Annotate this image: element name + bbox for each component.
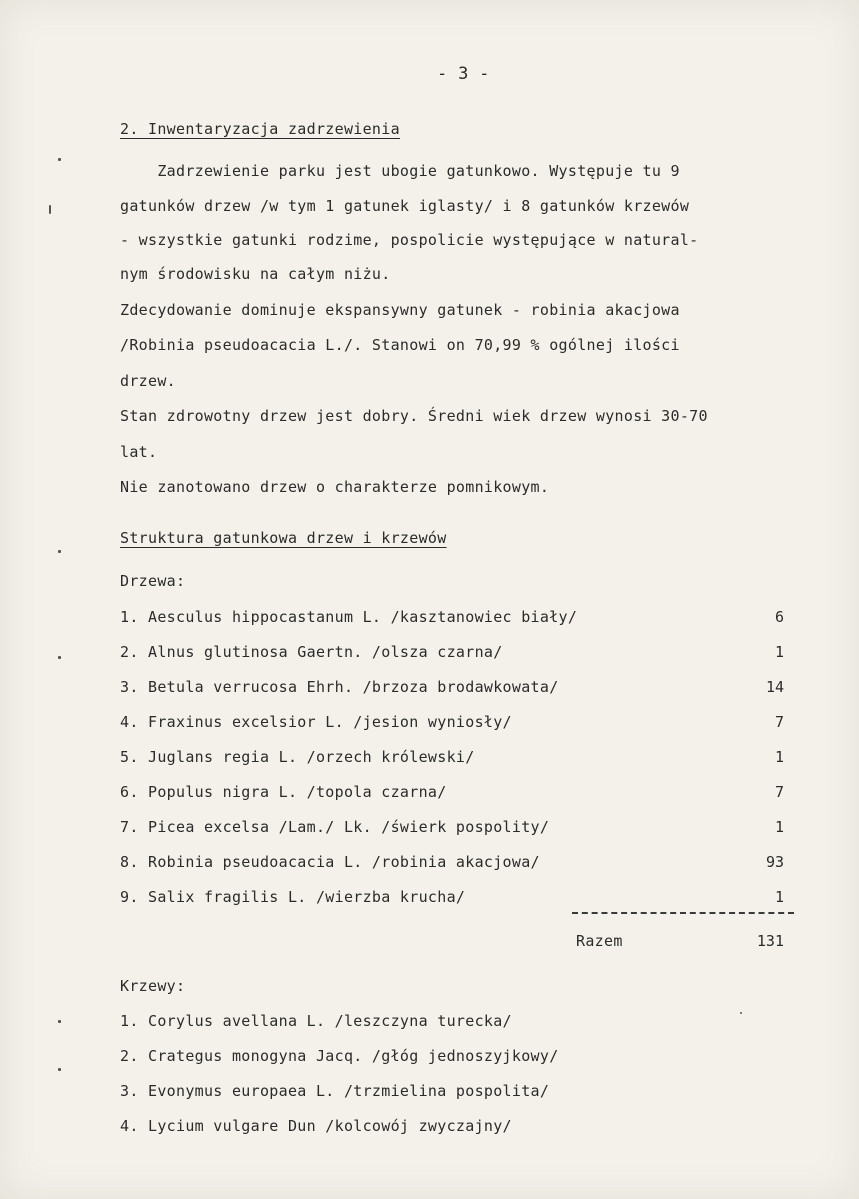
tree-count: 7 (774, 713, 784, 731)
total-value: 131 (756, 932, 784, 950)
tree-count: 1 (774, 818, 784, 836)
tree-count: 1 (774, 748, 784, 766)
margin-speck (58, 1020, 61, 1023)
margin-speck (58, 158, 61, 161)
tree-name: 3. Betula verrucosa Ehrh. /brzoza brodawkowata/ (120, 678, 559, 696)
tree-name: 9. Salix fragilis L. /wierzba krucha/ (120, 888, 466, 906)
tree-count: 93 (765, 853, 784, 871)
tree-count: 1 (774, 643, 784, 661)
structure-heading: Struktura gatunkowa drzew i krzewów (120, 529, 447, 547)
list-item: 4. Lycium vulgare Dun /kolcowój zwyczajny/ (120, 1117, 512, 1135)
total-label: Razem (576, 932, 623, 950)
paragraph-line: nym środowisku na całym niżu. (120, 265, 391, 283)
margin-speck (58, 550, 61, 553)
margin-speck (49, 205, 51, 214)
paragraph-line: Nie zanotowano drzew o charakterze pomnikowym. (120, 478, 550, 496)
tree-name: 5. Juglans regia L. /orzech królewski/ (120, 748, 475, 766)
list-item: 3. Evonymus europaea L. /trzmielina pospolita/ (120, 1082, 550, 1100)
tree-name: 8. Robinia pseudoacacia L. /robinia akacjowa/ (120, 853, 540, 871)
paragraph-line: - wszystkie gatunki rodzime, pospolicie występujące w natural- (120, 231, 699, 249)
tree-name: 6. Populus nigra L. /topola czarna/ (120, 783, 447, 801)
shrubs-label: Krzewy: (120, 977, 186, 995)
margin-speck (58, 1068, 61, 1071)
paragraph-line: gatunków drzew /w tym 1 gatunek iglasty/ i 8 gatunków krzewów (120, 197, 690, 215)
margin-speck (58, 656, 61, 659)
tree-count: 14 (765, 678, 784, 696)
paragraph-line: /Robinia pseudoacacia L./. Stanowi on 70,99 % ogólnej ilości (120, 336, 680, 354)
page-number: - 3 - (437, 64, 490, 84)
section-heading: 2. Inwentaryzacja zadrzewienia (120, 120, 400, 138)
tree-name: 7. Picea excelsa /Lam./ Lk. /świerk pospolity/ (120, 818, 550, 836)
trees-label: Drzewa: (120, 572, 186, 590)
paragraph-line: Zadrzewienie parku jest ubogie gatunkowo. Występuje tu 9 (120, 162, 680, 180)
paragraph-line: Stan zdrowotny drzew jest dobry. Średni wiek drzew wynosi 30-70 (120, 407, 708, 425)
paragraph-line: lat. (120, 443, 158, 461)
tree-count: 6 (774, 608, 784, 626)
paragraph-line: Zdecydowanie dominuje ekspansywny gatunek - robinia akacjowa (120, 301, 680, 319)
list-item: 1. Corylus avellana L. /leszczyna turecka/ (120, 1012, 512, 1030)
tree-name: 4. Fraxinus excelsior L. /jesion wyniosły/ (120, 713, 512, 731)
tree-count: 7 (774, 783, 784, 801)
tree-name: 2. Alnus glutinosa Gaertn. /olsza czarna/ (120, 643, 503, 661)
tree-count: 1 (774, 888, 784, 906)
paragraph-line: drzew. (120, 372, 176, 390)
sum-divider (572, 912, 794, 914)
list-item: 2. Crategus monogyna Jacq. /głóg jednoszyjkowy/ (120, 1047, 559, 1065)
tree-name: 1. Aesculus hippocastanum L. /kasztanowiec biały/ (120, 608, 578, 626)
margin-speck (740, 1012, 742, 1014)
